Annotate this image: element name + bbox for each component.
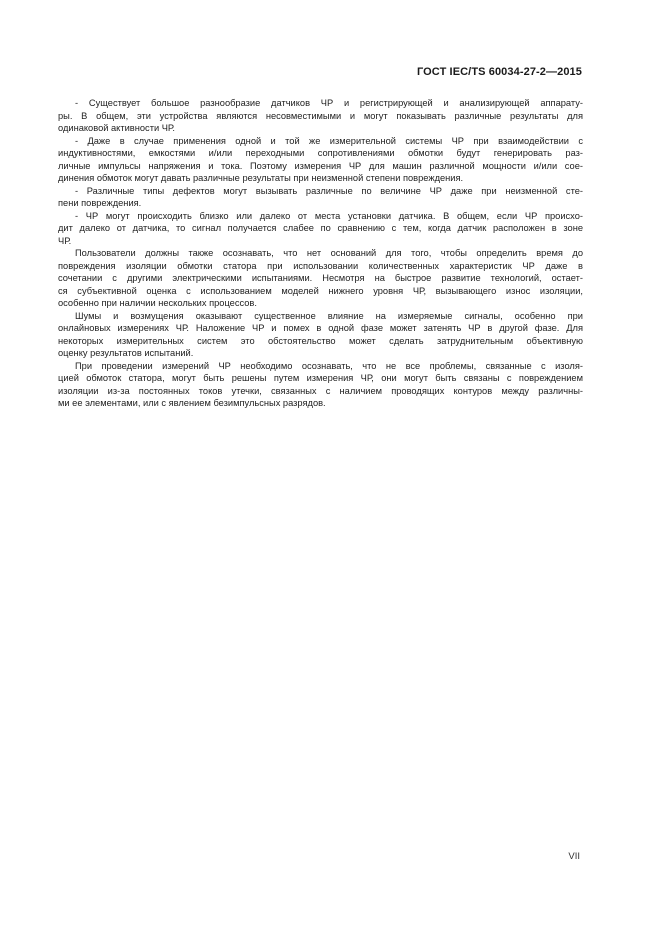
text-line: ры. В общем, эти устройства являются несовместимыми и могут показывать различные результаты для bbox=[58, 110, 583, 121]
text-line: - Даже в случае применения одной и той же измерительной системы ЧР при взаимодействии с bbox=[75, 135, 583, 146]
page-number: VII bbox=[568, 851, 580, 862]
text-line: При проведении измерений ЧР необходимо осознавать, что не все проблемы, связанные с изоля- bbox=[75, 360, 583, 371]
text-line: индуктивностями, емкостями и/или переходными сопротивлениями обмотки будут генерировать раз- bbox=[58, 148, 583, 158]
text-line: дит далеко от датчика, то сигнал получается слабее по сравнению с тем, когда датчик расположен в зоне bbox=[58, 223, 583, 233]
text-line: цией обмоток статора, могут быть решены путем измерения ЧР, они могут быть связаны с повреждением bbox=[58, 373, 583, 383]
text-line: онлайновых измерениях ЧР. Наложение ЧР и помех в одной фазе может затенять ЧР в другой фазе. Для bbox=[58, 323, 583, 333]
text-line: - Существует большое разнообразие датчиков ЧР и регистрирующей и анализирующей аппарату- bbox=[75, 98, 583, 108]
standard-header: ГОСТ IEC/TS 60034-27-2—2015 bbox=[416, 66, 582, 78]
text-line: личные импульсы напряжения и тока. Поэтому измерения ЧР для машин различной мощности и/или сое- bbox=[58, 160, 583, 171]
text-line: ЧР. bbox=[58, 235, 72, 246]
text-line: Пользователи должны также осознавать, что нет оснований для того, чтобы определить время до bbox=[75, 248, 583, 258]
text-line: ми ее элементами, или с явлением безимпульсных разрядов. bbox=[58, 398, 326, 408]
text-line: повреждения изоляции обмотки статора при использовании количественных характеристик ЧР даже в bbox=[58, 260, 583, 271]
text-line: пени повреждения. bbox=[58, 198, 142, 208]
text-line: - ЧР могут происходить близко или далеко от места установки датчика. В общем, если ЧР происхо- bbox=[75, 210, 583, 221]
text-line: динения обмоток могут давать различные результаты при неизменной степени повреждения. bbox=[58, 173, 464, 183]
text-line: ся субъективной оценка с использованием моделей нижнего уровня ЧР, вызывающего износ изоляции, bbox=[58, 285, 583, 296]
text-line: оценку результатов испытаний. bbox=[58, 348, 194, 358]
body-text bbox=[58, 97, 583, 410]
text-line: - Различные типы дефектов могут вызывать различные по величине ЧР даже при неизменной сте- bbox=[75, 185, 583, 196]
text-line: одинаковой активности ЧР. bbox=[58, 123, 175, 133]
text-line: некоторых измерительных систем это обстоятельство может сделать затруднительным объективную bbox=[58, 335, 583, 346]
text-line: Шумы и возмущения оказывают существенное влияние на измеряемые сигналы, особенно при bbox=[75, 310, 583, 321]
text-line: сочетании с другими электрическими испытаниями. Несмотря на быстрое развитие технологий, остает- bbox=[58, 273, 583, 283]
text-line: особенно при наличии нескольких процессов. bbox=[58, 298, 257, 308]
text-line: изоляции из-за постоянных токов утечки, связанных с наличием проводящих контуров между различны- bbox=[58, 385, 583, 396]
